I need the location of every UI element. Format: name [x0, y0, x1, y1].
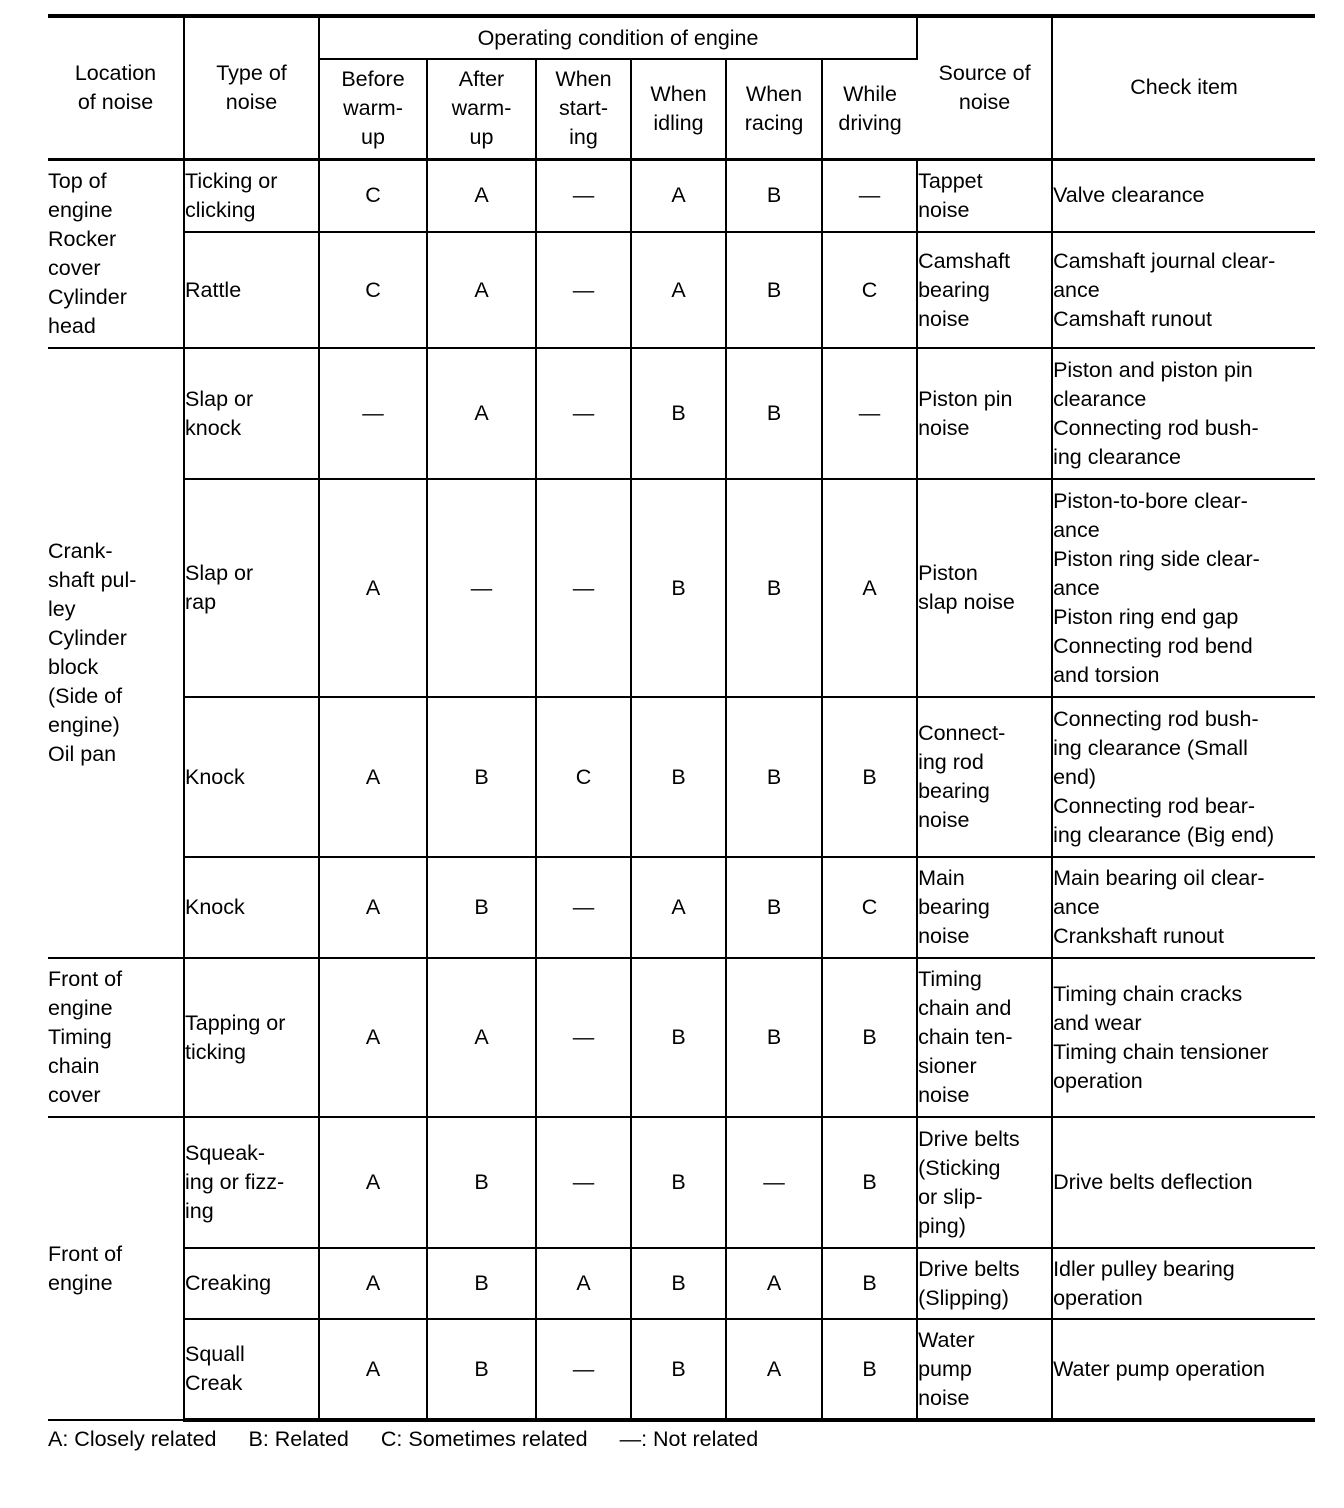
grade-cell: — [536, 958, 631, 1117]
engine-noise-table [48, 14, 1315, 1422]
grade-cell: A [822, 479, 917, 697]
grade-cell: B [726, 479, 822, 697]
check-item-cell: Connecting rod bush- ing clearance (Small end) Connecting rod bear- ing clearance (Big end) [1052, 697, 1315, 857]
check-item-cell: Timing chain cracks and wear Timing chain tensioner operation [1052, 958, 1315, 1117]
header-location: Location of noise [48, 16, 184, 159]
header-source: Source of noise [917, 16, 1052, 159]
grade-cell: — [319, 348, 427, 479]
grade-cell: A [319, 958, 427, 1117]
noise-type-cell: Ticking or clicking [184, 159, 319, 232]
noise-type-cell: Knock [184, 697, 319, 857]
grade-cell: B [427, 1248, 536, 1319]
grade-cell: — [822, 159, 917, 232]
grade-cell: A [427, 159, 536, 232]
header-condition-racing: When racing [726, 59, 822, 159]
check-item-cell: Main bearing oil clear- ance Crankshaft runout [1052, 857, 1315, 958]
header-condition-idling: When idling [631, 59, 726, 159]
grade-cell: A [319, 697, 427, 857]
grade-cell: A [536, 1248, 631, 1319]
noise-source-cell: Connect- ing rod bearing noise [917, 697, 1052, 857]
grade-cell: B [631, 348, 726, 479]
noise-type-cell: Slap or knock [184, 348, 319, 479]
table-row [48, 348, 1315, 479]
grade-cell: B [726, 232, 822, 348]
table-row [48, 697, 1315, 857]
noise-source-cell: Camshaft bearing noise [917, 232, 1052, 348]
grade-cell: A [319, 857, 427, 958]
grade-cell: B [726, 697, 822, 857]
grade-cell: A [427, 232, 536, 348]
grade-cell: B [631, 1117, 726, 1248]
grade-cell: A [427, 958, 536, 1117]
grade-cell: B [631, 1248, 726, 1319]
header-check: Check item [1052, 16, 1315, 159]
header-condition-after-warmup: After warm- up [427, 59, 536, 159]
grade-cell: B [427, 1319, 536, 1420]
noise-type-cell: Knock [184, 857, 319, 958]
noise-source-cell: Piston slap noise [917, 479, 1052, 697]
grade-cell: A [319, 1248, 427, 1319]
grade-cell: B [427, 1117, 536, 1248]
table-row [48, 232, 1315, 348]
grade-cell: — [726, 1117, 822, 1248]
check-item-cell: Water pump operation [1052, 1319, 1315, 1420]
noise-source-cell: Drive belts (Slipping) [917, 1248, 1052, 1319]
grade-cell: B [822, 958, 917, 1117]
grade-cell: A [319, 1117, 427, 1248]
noise-type-cell: Creaking [184, 1248, 319, 1319]
grade-cell: B [726, 348, 822, 479]
location-cell: Crank- shaft pul- ley Cylinder block (Side of engine) Oil pan [48, 348, 184, 958]
table-row [48, 479, 1315, 697]
grade-cell: — [822, 348, 917, 479]
grade-cell: — [536, 1117, 631, 1248]
header-condition-starting: When start- ing [536, 59, 631, 159]
grade-cell: — [536, 232, 631, 348]
noise-type-cell: Rattle [184, 232, 319, 348]
grade-cell: A [631, 857, 726, 958]
grade-cell: B [822, 1319, 917, 1420]
grade-cell: B [822, 1117, 917, 1248]
check-item-cell: Drive belts deflection [1052, 1117, 1315, 1248]
grade-cell: B [631, 958, 726, 1117]
grade-cell: — [536, 1319, 631, 1420]
grade-cell: B [631, 1319, 726, 1420]
grade-cell: B [822, 1248, 917, 1319]
table-row [48, 857, 1315, 958]
grade-cell: — [536, 857, 631, 958]
location-cell: Front of engine [48, 1117, 184, 1420]
grade-cell: — [427, 479, 536, 697]
grade-cell: C [319, 232, 427, 348]
noise-source-cell: Timing chain and chain ten- sioner noise [917, 958, 1052, 1117]
table-row [48, 958, 1315, 1117]
header-operating-condition: Operating condition of engine [319, 16, 917, 59]
noise-type-cell: Tapping or ticking [184, 958, 319, 1117]
location-cell: Top of engine Rocker cover Cylinder head [48, 159, 184, 348]
grade-cell: B [822, 697, 917, 857]
legend [48, 1425, 784, 1454]
noise-type-cell: Squall Creak [184, 1319, 319, 1420]
check-item-cell: Piston and piston pin clearance Connecting rod bush- ing clearance [1052, 348, 1315, 479]
legend-item-b: B: Related [248, 1427, 349, 1451]
grade-cell: C [536, 697, 631, 857]
location-cell: Front of engine Timing chain cover [48, 958, 184, 1117]
table-row [48, 159, 1315, 232]
grade-cell: C [822, 232, 917, 348]
grade-cell: C [822, 857, 917, 958]
check-item-cell: Valve clearance [1052, 159, 1315, 232]
grade-cell: A [726, 1319, 822, 1420]
table-row [48, 1248, 1315, 1319]
grade-cell: C [319, 159, 427, 232]
grade-cell: B [427, 857, 536, 958]
grade-cell: B [631, 697, 726, 857]
grade-cell: — [536, 159, 631, 232]
header-condition-driving: While driving [822, 59, 917, 159]
grade-cell: B [726, 857, 822, 958]
check-item-cell: Piston-to-bore clear- ance Piston ring side clear- ance Piston ring end gap Connecting rod bend and torsion [1052, 479, 1315, 697]
header-type: Type of noise [184, 16, 319, 159]
table-row [48, 1319, 1315, 1420]
grade-cell: A [726, 1248, 822, 1319]
legend-item-not-related: —: Not related [619, 1427, 759, 1451]
table-row [48, 1117, 1315, 1248]
noise-type-cell: Slap or rap [184, 479, 319, 697]
grade-cell: A [631, 159, 726, 232]
noise-source-cell: Main bearing noise [917, 857, 1052, 958]
check-item-cell: Camshaft journal clear- ance Camshaft runout [1052, 232, 1315, 348]
legend-item-a: A: Closely related [48, 1427, 217, 1451]
noise-source-cell: Piston pin noise [917, 348, 1052, 479]
noise-source-cell: Tappet noise [917, 159, 1052, 232]
header-condition-before-warmup: Before warm- up [319, 59, 427, 159]
grade-cell: A [427, 348, 536, 479]
grade-cell: B [631, 479, 726, 697]
check-item-cell: Idler pulley bearing operation [1052, 1248, 1315, 1319]
grade-cell: A [631, 232, 726, 348]
grade-cell: A [319, 479, 427, 697]
legend-item-c: C: Sometimes related [380, 1427, 588, 1451]
grade-cell: — [536, 348, 631, 479]
grade-cell: B [726, 159, 822, 232]
grade-cell: A [319, 1319, 427, 1420]
grade-cell: B [427, 697, 536, 857]
noise-type-cell: Squeak- ing or fizz- ing [184, 1117, 319, 1248]
grade-cell: — [536, 479, 631, 697]
noise-source-cell: Water pump noise [917, 1319, 1052, 1420]
noise-source-cell: Drive belts (Sticking or slip- ping) [917, 1117, 1052, 1248]
grade-cell: B [726, 958, 822, 1117]
